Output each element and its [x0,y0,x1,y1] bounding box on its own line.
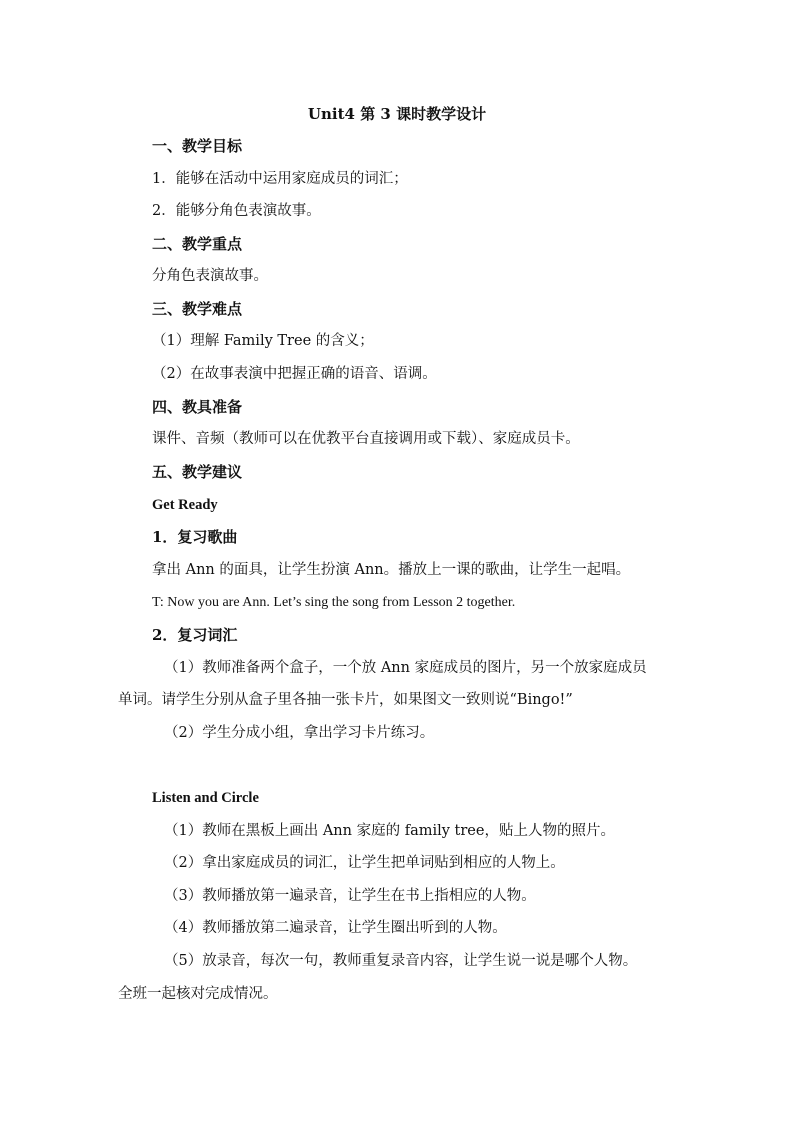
section-heading-goals: 一、教学目标 [152,137,243,155]
listen-item-3: （3）教师播放第一遍录音，让学生在书上指相应的人物。 [164,888,536,904]
page-title: Unit4 第 3 课时教学设计 [307,105,487,123]
subheading-listen-and-circle: Listen and Circle [152,790,259,806]
section-heading-tools: 四、教具准备 [152,398,243,416]
listen-item-1: （1）教师在黑板上画出 Ann 家庭的 family tree，贴上人物的照片。 [164,823,615,839]
listen-item-4: （4）教师播放第二遍录音，让学生圈出听到的人物。 [164,920,507,936]
section-heading-advice: 五、教学建议 [152,463,243,481]
difficulty-item-2: （2）在故事表演中把握正确的语音、语调。 [152,366,437,382]
listen-item-5-line-2: 全班一起核对完成情况。 [118,986,278,1002]
section-heading-key-points: 二、教学重点 [152,235,243,253]
listen-item-5-line-1: （5）放录音，每次一句，教师重复录音内容，让学生说一说是哪个人物。 [164,953,638,969]
section-heading-difficulties: 三、教学难点 [152,300,243,318]
goal-item-2: 2．能够分角色表演故事。 [152,203,321,219]
key-points-text: 分角色表演故事。 [152,268,268,284]
tools-text: 课件、音频（教师可以在优教平台直接调用或下载）、家庭成员卡。 [152,431,580,447]
goal-item-1: 1．能够在活动中运用家庭成员的词汇； [152,171,408,187]
subheading-review-vocabulary: 2．复习词汇 [152,626,238,644]
vocab-item-1-line-1: （1）教师准备两个盒子，一个放 Ann 家庭成员的图片，另一个放家庭成员 [164,660,647,676]
review-song-text: 拿出 Ann 的面具，让学生扮演 Ann。播放上一课的歌曲，让学生一起唱。 [152,562,631,578]
teacher-dialogue-line: T: Now you are Ann. Let’s sing the song from Lesson 2 together. [152,595,516,610]
difficulty-item-1: （1）理解 Family Tree 的含义； [152,333,374,349]
subheading-review-song: 1．复习歌曲 [152,528,238,546]
vocab-item-1-line-2: 单词。请学生分别从盒子里各抽一张卡片，如果图文一致则说“Bingo!” [118,692,573,708]
subheading-get-ready: Get Ready [152,497,218,513]
vocab-item-2: （2）学生分成小组，拿出学习卡片练习。 [164,725,435,741]
listen-item-2: （2）拿出家庭成员的词汇，让学生把单词贴到相应的人物上。 [164,855,565,871]
